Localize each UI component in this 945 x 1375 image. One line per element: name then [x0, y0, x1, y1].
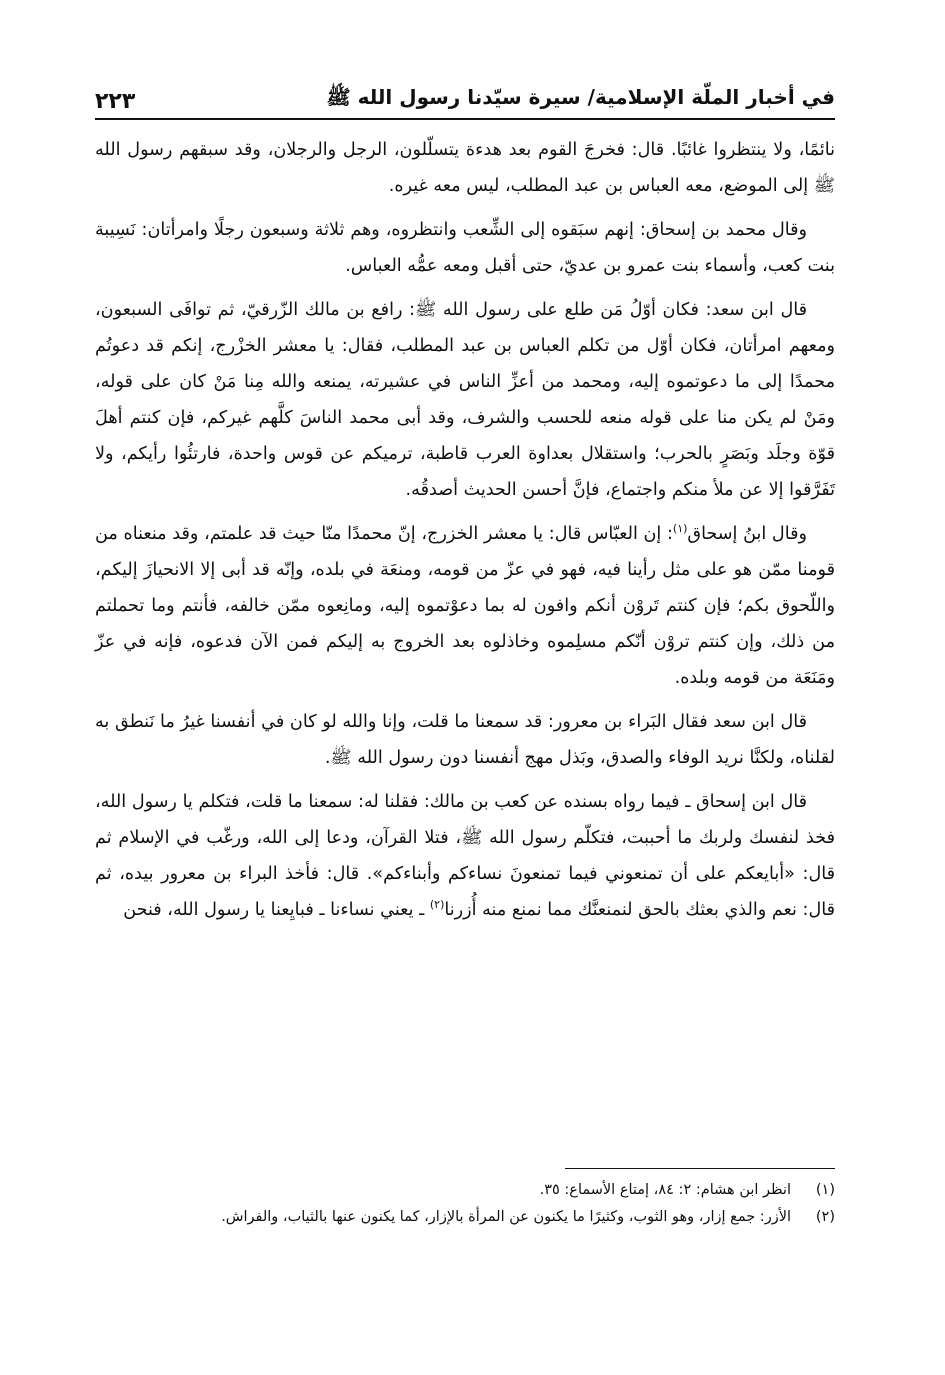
running-title: في أخبار الملّة الإسلامية/ سيرة سيّدنا رسول الله ﷺ [326, 85, 835, 109]
paragraph-6 [95, 784, 835, 928]
paragraph-4 [95, 516, 835, 696]
footnote-1 [95, 1177, 835, 1204]
paragraph-6-rest: ـ يعني نساءنا ـ فبايِعنا يا رسول الله، فنحن [123, 900, 430, 920]
footnotes [95, 1168, 835, 1231]
footnote-ref-2: (٢) [429, 898, 445, 912]
paragraph-5: قال ابن سعد فقال البَراء بن معرور: قد سمعنا ما قلت، وإنا والله لو كان في أنفسنا غيرُ ما نَنطق به لقلناه، ولكنَّا نريد الوفاء والصدق، وبَذل مهج أنفسنا دون رسول الله ﷺ. [95, 712, 835, 768]
footnote-2-text: الأزر: جمع إزار، وهو الثوب، وكثيرًا ما يكنون عن المرأة بالإزار، كما يكنون عنها بالثياب، والفراش. [221, 1209, 791, 1225]
footnote-divider [565, 1168, 835, 1169]
footnote-1-number: (١) [815, 1182, 835, 1198]
paragraph-2: وقال محمد بن إسحاق: إنهم سبَقوه إلى الشِّعب وانتظروه، وهم ثلاثة وسبعون رجلًا وامرأتان: نَسِيبة بنت كعب، وأسماء بنت عمرو بن عديّ، حتى أقبل ومعه عمُّه العباس. [95, 220, 835, 276]
paragraph-3: قال ابن سعد: فكان أوّلُ مَن طلع على رسول الله ﷺ: رافع بن مالك الزّرقيّ، ثم توافَى السبعون، ومعهم امرأتان، فكان أوّل من تكلم العباس بن عبد المطلب، فقال: يا معشر الخزْرج، إنكم قد دعوتُم محمدًا إلى ما دعوتموه إليه، ومحمد من أعزِّ الناس في عشيرته، يمنعه والله مِنا مَنْ كان على قوله، ومَنْ لم يكن منا على قوله منعه للحسب والشرف، وقد أبى محمد الناسَ كلَّهم غيركم، فإن كنتم أهلَ قوّة وجلَد وبَصَرٍ بالحرب؛ واستقلال بعداوة العرب قاطبة، ترميكم عن قوس واحدة، فارتئُوا رأيكم، ولا تَفَرَّقوا إلا عن ملأ منكم واجتماع، فإنَّ أحسن الحديث أصدقُه. [95, 300, 835, 500]
footnote-2 [95, 1204, 835, 1231]
page-number: ٢٢٣ [95, 89, 136, 114]
paragraph-4-rest: : إن العبّاس قال: يا معشر الخزرج، إنّ محمدًا منّا حيث قد علمتم، وقد منعناه من قومنا ممّن هو على مثل رأينا فيه، فهو في عزّ من قومه، ومنعَة في بلده، وإنّه قد أبى إلا الانحيازَ إليكم، واللّحوق بكم؛ فإن كنتم تَروْن أنكم وافون له بما دعوْتموه إليه، ومانِعوه ممّن خالفه، فأنتم وما تحملتم من ذلك، وإن كنتم تروْن أنّكم مسلِموه وخاذلوه بعد الخروج به إليكم فمن الآن فدعوه، فإنه في عزّ ومَنَعَة من قومه وبلده. [95, 524, 835, 688]
footnote-1-text: انظر ابن هشام: ٢: ٨٤، إمتاع الأسماع: ٣٥. [539, 1182, 791, 1198]
paragraph-4-lead: وقال ابنُ إسحاق [687, 524, 807, 544]
footnote-2-number: (٢) [815, 1209, 835, 1225]
paragraph-6-lead: قال ابن إسحاق ـ فيما رواه بسنده عن كعب بن مالك: فقلنا له: سمعنا ما قلت، فتكلم يا رسول الله، فخذ لنفسك ولربك ما أحببت، فتكلّم رسول الله ﷺ، فتلا القرآن، ودعا إلى الله، ورغّب في الإسلام ثم قال: «أبايعكم على أن تمنعوني فيما تمنعونَ نساءكم وأبناءكم». قال: فأخذ البراء بن معرور بيده، ثم قال: نعم والذي بعثك بالحق لنمنعنَّك مما نمنع منه أُزرنا [95, 792, 835, 920]
footnote-ref-1: (١) [672, 522, 688, 536]
main-text [95, 132, 835, 936]
paragraph-1: نائمًا، ولا ينتظروا غائبًا. قال: فخرجَ القوم بعد هدءة يتسلّلون، الرجل والرجلان، وقد سبقهم رسول الله ﷺ إلى الموضع، معه العباس بن عبد المطلب، ليس معه غيره. [95, 140, 835, 196]
page-header [95, 78, 835, 120]
